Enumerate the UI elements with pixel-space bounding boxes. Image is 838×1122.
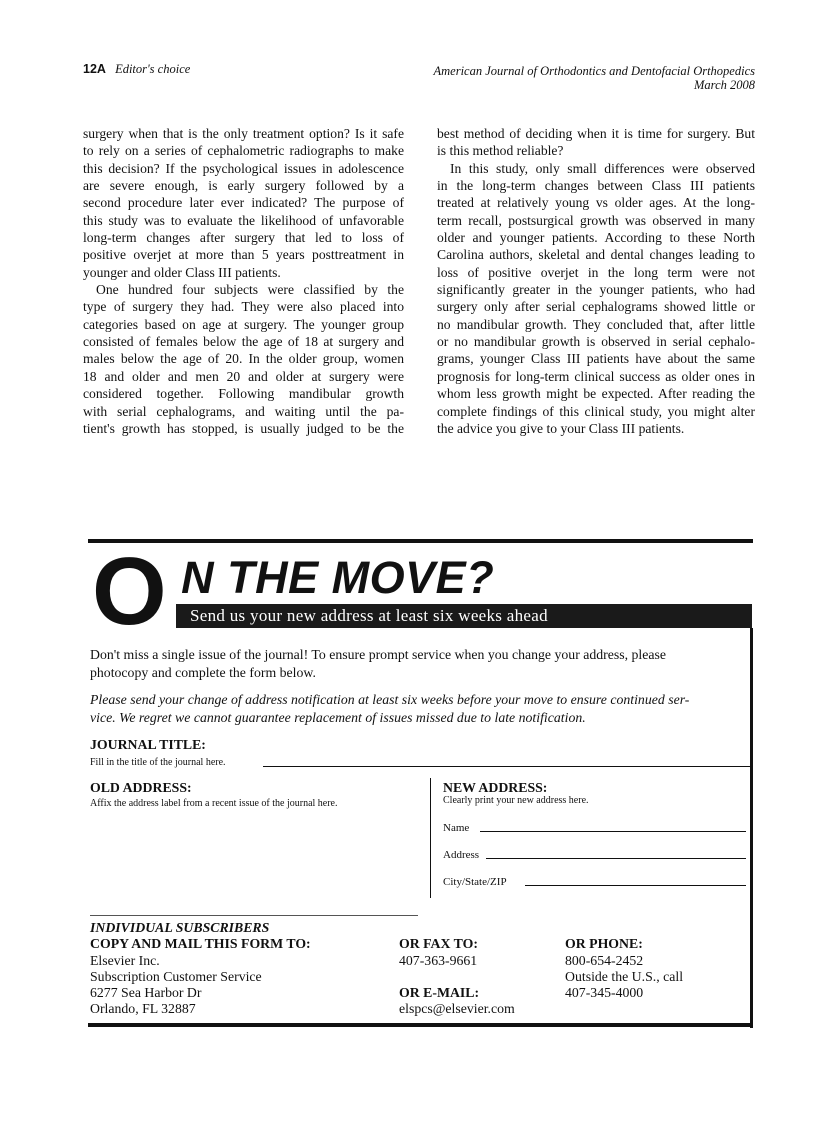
article-line: loss of positive overjet in the long term were not: [437, 264, 755, 280]
article-line: whom less growth might be expected. After reading the: [437, 386, 755, 402]
ad-top-rule: [88, 539, 753, 543]
article-line: Carolina authors, skeletal and dental changes leading to: [437, 247, 755, 263]
article-line: best method of deciding when it is time for surgery. But: [437, 126, 755, 141]
mail-line: 6277 Sea Harbor Dr: [90, 985, 202, 1000]
article-line: categories based on age at surgery. The younger group: [83, 316, 404, 332]
old-address-hint: Affix the address label from a recent issue of the journal here.: [90, 798, 338, 809]
journal-title-field[interactable]: [263, 766, 751, 767]
fax-number: 407-363-9661: [399, 953, 478, 968]
article-line: positive overjet at more than 5 years posttreatment in: [83, 247, 404, 263]
article-line: significantly greater in the younger patients, who had: [437, 282, 755, 298]
article-column-right: [437, 125, 755, 437]
article-line: to rely on a series of cephalometric radiographs to make: [83, 143, 404, 159]
subscribers-heading: INDIVIDUAL SUBSCRIBERS: [90, 920, 270, 935]
article-line: or no mandibular growth is observed in serial cephalo-: [437, 334, 755, 350]
page-number: 12A: [83, 62, 106, 76]
address-divider: [430, 778, 431, 898]
section-name: Editor's choice: [115, 62, 191, 76]
mail-line: Subscription Customer Service: [90, 969, 262, 984]
article-line: treated at relatively young vs older ages. At the long-: [437, 195, 755, 211]
article-line: complete findings of this clinical study, you might alter: [437, 403, 755, 419]
ad-intro-line-2: photocopy and complete the form below.: [90, 665, 316, 680]
article-line: is this method reliable?: [437, 143, 564, 159]
ad-notice-line-2: vice. We regret we cannot guarantee replacement of issues missed due to late notification.: [90, 710, 586, 725]
article-line: in the long-term changes between Class III patients: [437, 178, 755, 194]
city-state-zip-label: City/State/ZIP: [443, 876, 507, 888]
article-line: the advice you give to your Class III patients.: [437, 420, 685, 436]
article-line: this study was to evaluate the likelihood of unfavorable: [83, 212, 404, 228]
article-line: type of surgery they had. They were also placed into: [83, 299, 404, 315]
mail-line: Elsevier Inc.: [90, 953, 160, 968]
article-line: prognosis for long-term clinical success as older ones in: [437, 368, 755, 384]
ad-headline: ON THE MOVE?: [92, 538, 495, 645]
article-column-left: [83, 125, 404, 437]
article-line: grams, younger Class III patients have about the same: [437, 351, 755, 367]
address-label: Address: [443, 849, 480, 861]
phone-label: OR PHONE:: [565, 936, 643, 951]
ad-right-rule: [750, 628, 753, 1028]
running-header-left: [83, 62, 190, 77]
fax-label: OR FAX TO:: [399, 936, 478, 951]
article-line: One hundred four subjects were classified by the: [96, 282, 404, 298]
new-address-label: NEW ADDRESS:: [443, 780, 548, 795]
article-line: long-term changes after surgery that led to loss of: [83, 230, 404, 246]
ad-intro-line-1: Don't miss a single issue of the journal! To ensure prompt service when you change your address, please: [90, 647, 666, 662]
journal-name: American Journal of Orthodontics and Dentofacial Orthopedics: [433, 64, 755, 78]
old-address-label: OLD ADDRESS:: [90, 780, 192, 795]
city-state-zip-field[interactable]: [525, 885, 746, 886]
email-label: OR E-MAIL:: [399, 985, 480, 1000]
ad-bottom-rule: [88, 1023, 753, 1027]
article-line: younger and older Class III patients.: [83, 264, 281, 280]
issue-date: March 2008: [694, 78, 755, 92]
mail-label: COPY AND MAIL THIS FORM TO:: [90, 936, 311, 951]
article-line: term recall, postsurgical growth was observed in many: [437, 212, 755, 228]
email-address[interactable]: elspcs@elsevier.com: [399, 1001, 515, 1016]
name-label: Name: [443, 822, 470, 834]
article-line: surgery only after serial cephalograms showed little or: [437, 299, 755, 315]
article-line: no mandibular growth. They concluded that, after little: [437, 316, 755, 332]
name-field[interactable]: [480, 831, 746, 832]
article-line: 18 and older and men 20 and older at surgery were: [83, 368, 404, 384]
article-line: tient's growth has stopped, is usually judged to be the: [83, 420, 404, 436]
journal-title-label: JOURNAL TITLE:: [90, 737, 206, 752]
ad-banner: Send us your new address at least six weeks ahead: [176, 604, 752, 628]
journal-title-hint: Fill in the title of the journal here.: [90, 757, 226, 768]
article-line: In this study, only small differences were observed: [450, 160, 755, 176]
phone-number: 800-654-2452: [565, 953, 644, 968]
ad-notice-line-1: Please send your change of address notification at least six weeks before your move to ensure continued ser-: [90, 692, 690, 707]
phone-outside-us: Outside the U.S., call: [565, 969, 684, 984]
new-address-hint: Clearly print your new address here.: [443, 795, 589, 806]
subscribers-rule: [90, 915, 418, 916]
article-line: with serial cephalograms, and waiting until the pa-: [83, 403, 404, 419]
mail-line: Orlando, FL 32887: [90, 1001, 196, 1016]
article-line: are severe enough, is early surgery followed by a: [83, 178, 404, 194]
article-line: surgery when that is the only treatment option? Is it safe: [83, 126, 404, 141]
article-line: second procedure later ever indicated? The purpose of: [83, 195, 404, 211]
article-line: consisted of females below the age of 18 at surgery and: [83, 334, 404, 350]
article-line: males below the age of 20. In the older group, women: [83, 351, 404, 367]
phone-international: 407-345-4000: [565, 985, 644, 1000]
article-line: this decision? If the psychological issues in adolescence: [83, 160, 404, 176]
address-field[interactable]: [486, 858, 746, 859]
article-line: considered together. Following mandibular growth: [83, 386, 404, 402]
article-line: older and younger patients. According to these North: [437, 230, 755, 246]
